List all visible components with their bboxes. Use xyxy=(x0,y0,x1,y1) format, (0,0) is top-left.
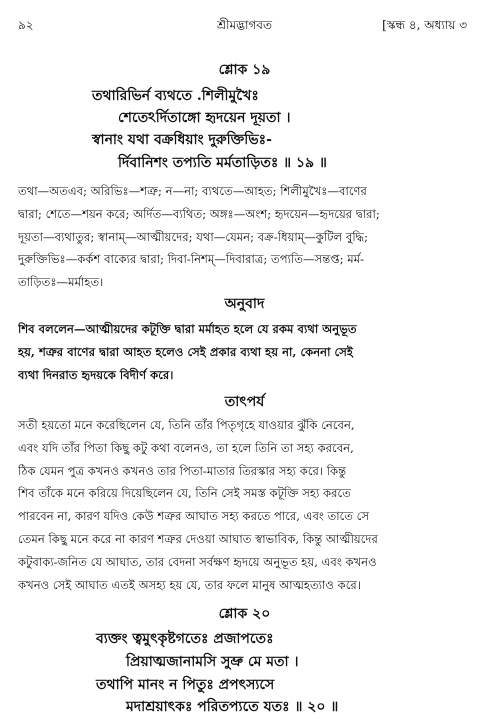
book-title: শ্রীমদ্ভাগবত xyxy=(216,18,272,32)
translation-line: হয়, শত্রুর বাণের দ্বারা আহত হলেও সেই প্রকার ব্যথা হয় না, কেননা সেই xyxy=(18,344,353,359)
verse-20-line-1: ব্যক্তং ত্বমুৎকৃষ্টগতেঃ প্রজাপতেঃ xyxy=(96,631,274,647)
verse-19-line-4: র্দিবানিশং তপ্যতি মর্মতাড়িতঃ ॥ ১৯ ॥ xyxy=(118,155,327,171)
page-number: ৯২ xyxy=(18,18,34,32)
chapter-reference: [স্কন্ধ ৪, অধ্যায় ৩ xyxy=(382,18,467,32)
purport-line: কখনও সেই আঘাত এতই অসহ্য হয় যে, তার ফলে মানুষ আত্মহত্যাও করে। xyxy=(18,577,361,592)
purport-line: ঠিক যেমন পুত্র কখনও কখনও তার পিতা-মাতার তিরস্কার সহ্য করে। কিন্তু xyxy=(18,463,347,478)
synonyms-line: দ্বারা; শেতে—শয়ন করে; অর্দিত—ব্যথিত; অঙ্গঃ—অংশ; হৃদয়েন—হৃদয়ের দ্বারা; xyxy=(18,206,380,221)
purport-line: তেমন কিছু মনে করে না কারণ শত্রুর দেওয়া আঘাত স্বাভাবিক, কিন্তু আত্মীয়দের xyxy=(18,531,378,546)
synonyms-block xyxy=(18,180,476,294)
synonyms-line: দূয়তা—ব্যথাতুর; স্বানাম্—আত্মীয়দের; যথা—যেমন; বক্র-ধিয়াম্—কুটিল বুদ্ধি; xyxy=(18,229,369,244)
verse-19-line-2: শেতেঽর্দিতাঙ্গো হৃদয়েন দূয়তা । xyxy=(118,110,291,126)
verse-19-line-1: তথারিভির্ন ব্যথতে .শিলীমুখৈঃ xyxy=(92,88,259,104)
purport-line: এবং যদি তাঁর পিতা কিছু কটু কথা বলেনও, তা হলে তিনি তা সহ্য করবেন, xyxy=(18,440,354,455)
purport-line: পারবেন না, কারণ যদিও কেউ শত্রুর আঘাত সহ্য করতে পারে, এবং তাতে সে xyxy=(18,509,370,524)
purport-line: সতী হয়তো মনে করেছিলেন যে, তিনি তাঁর পিতৃগৃহে যাওয়ার ঝুঁকি নেবেন, xyxy=(18,418,355,432)
purport-line: কটুবাক্য-জনিত যে আঘাত, তার বেদনা সর্বক্ষণ হৃদয়ে অনুভূত হয়, এবং কখনও xyxy=(18,554,377,569)
verse-20-line-4: মদাশ্রয়াৎকঃ পরিতপ্যতে যতঃ ॥ ২০ ॥ xyxy=(126,699,339,715)
verse-20-heading: শ্লোক ২০ xyxy=(218,606,271,622)
translation-heading: অনুবাদ xyxy=(224,296,265,312)
synonyms-line: দুরুক্তিভিঃ—কর্কশ বাক্যের দ্বারা; দিবা-নিশম্—দিবারাত্র; তপ্যতি—সন্তপ্ত; মর্ম- xyxy=(18,252,365,267)
verse-19-heading: শ্লোক ১৯ xyxy=(218,62,271,78)
purport-heading: তাৎপর্য xyxy=(224,394,265,410)
translation-line: ব্যথা দিনরাত হৃদয়কে বিদীর্ণ করে। xyxy=(18,367,174,382)
purport-line: শিব তাঁকে মনে করিয়ে দিয়েছিলেন যে, তিনি সেই সমস্ত কটূক্তি সহ্য করতে xyxy=(18,486,351,501)
synonyms-line: তাড়িতঃ—মর্মাহত। xyxy=(18,275,104,290)
translation-line: শিব বললেন—আত্মীয়দের কটূক্তি দ্বারা মর্মাহত হলে যে রকম ব্যথা অনুভূত xyxy=(18,322,357,336)
synonyms-line: তথা—অতএব; অরিভিঃ—শত্রু; ন—না; ব্যথতে—আহত; শিলীমুখৈঃ—বাণের xyxy=(18,184,367,198)
verse-19-line-3: স্বানাং যথা বক্রধিয়াং দুরুক্তিভিঃ- xyxy=(92,132,272,148)
purport-block xyxy=(18,414,476,596)
translation-block xyxy=(18,318,476,386)
verse-20-line-2: প্রিয়াত্মজানামসি সুভ্রু মে মতা । xyxy=(126,654,299,670)
verse-20-line-3: তথাপি মানং ন পিতুঃ প্রপৎস্যসে xyxy=(96,677,275,693)
